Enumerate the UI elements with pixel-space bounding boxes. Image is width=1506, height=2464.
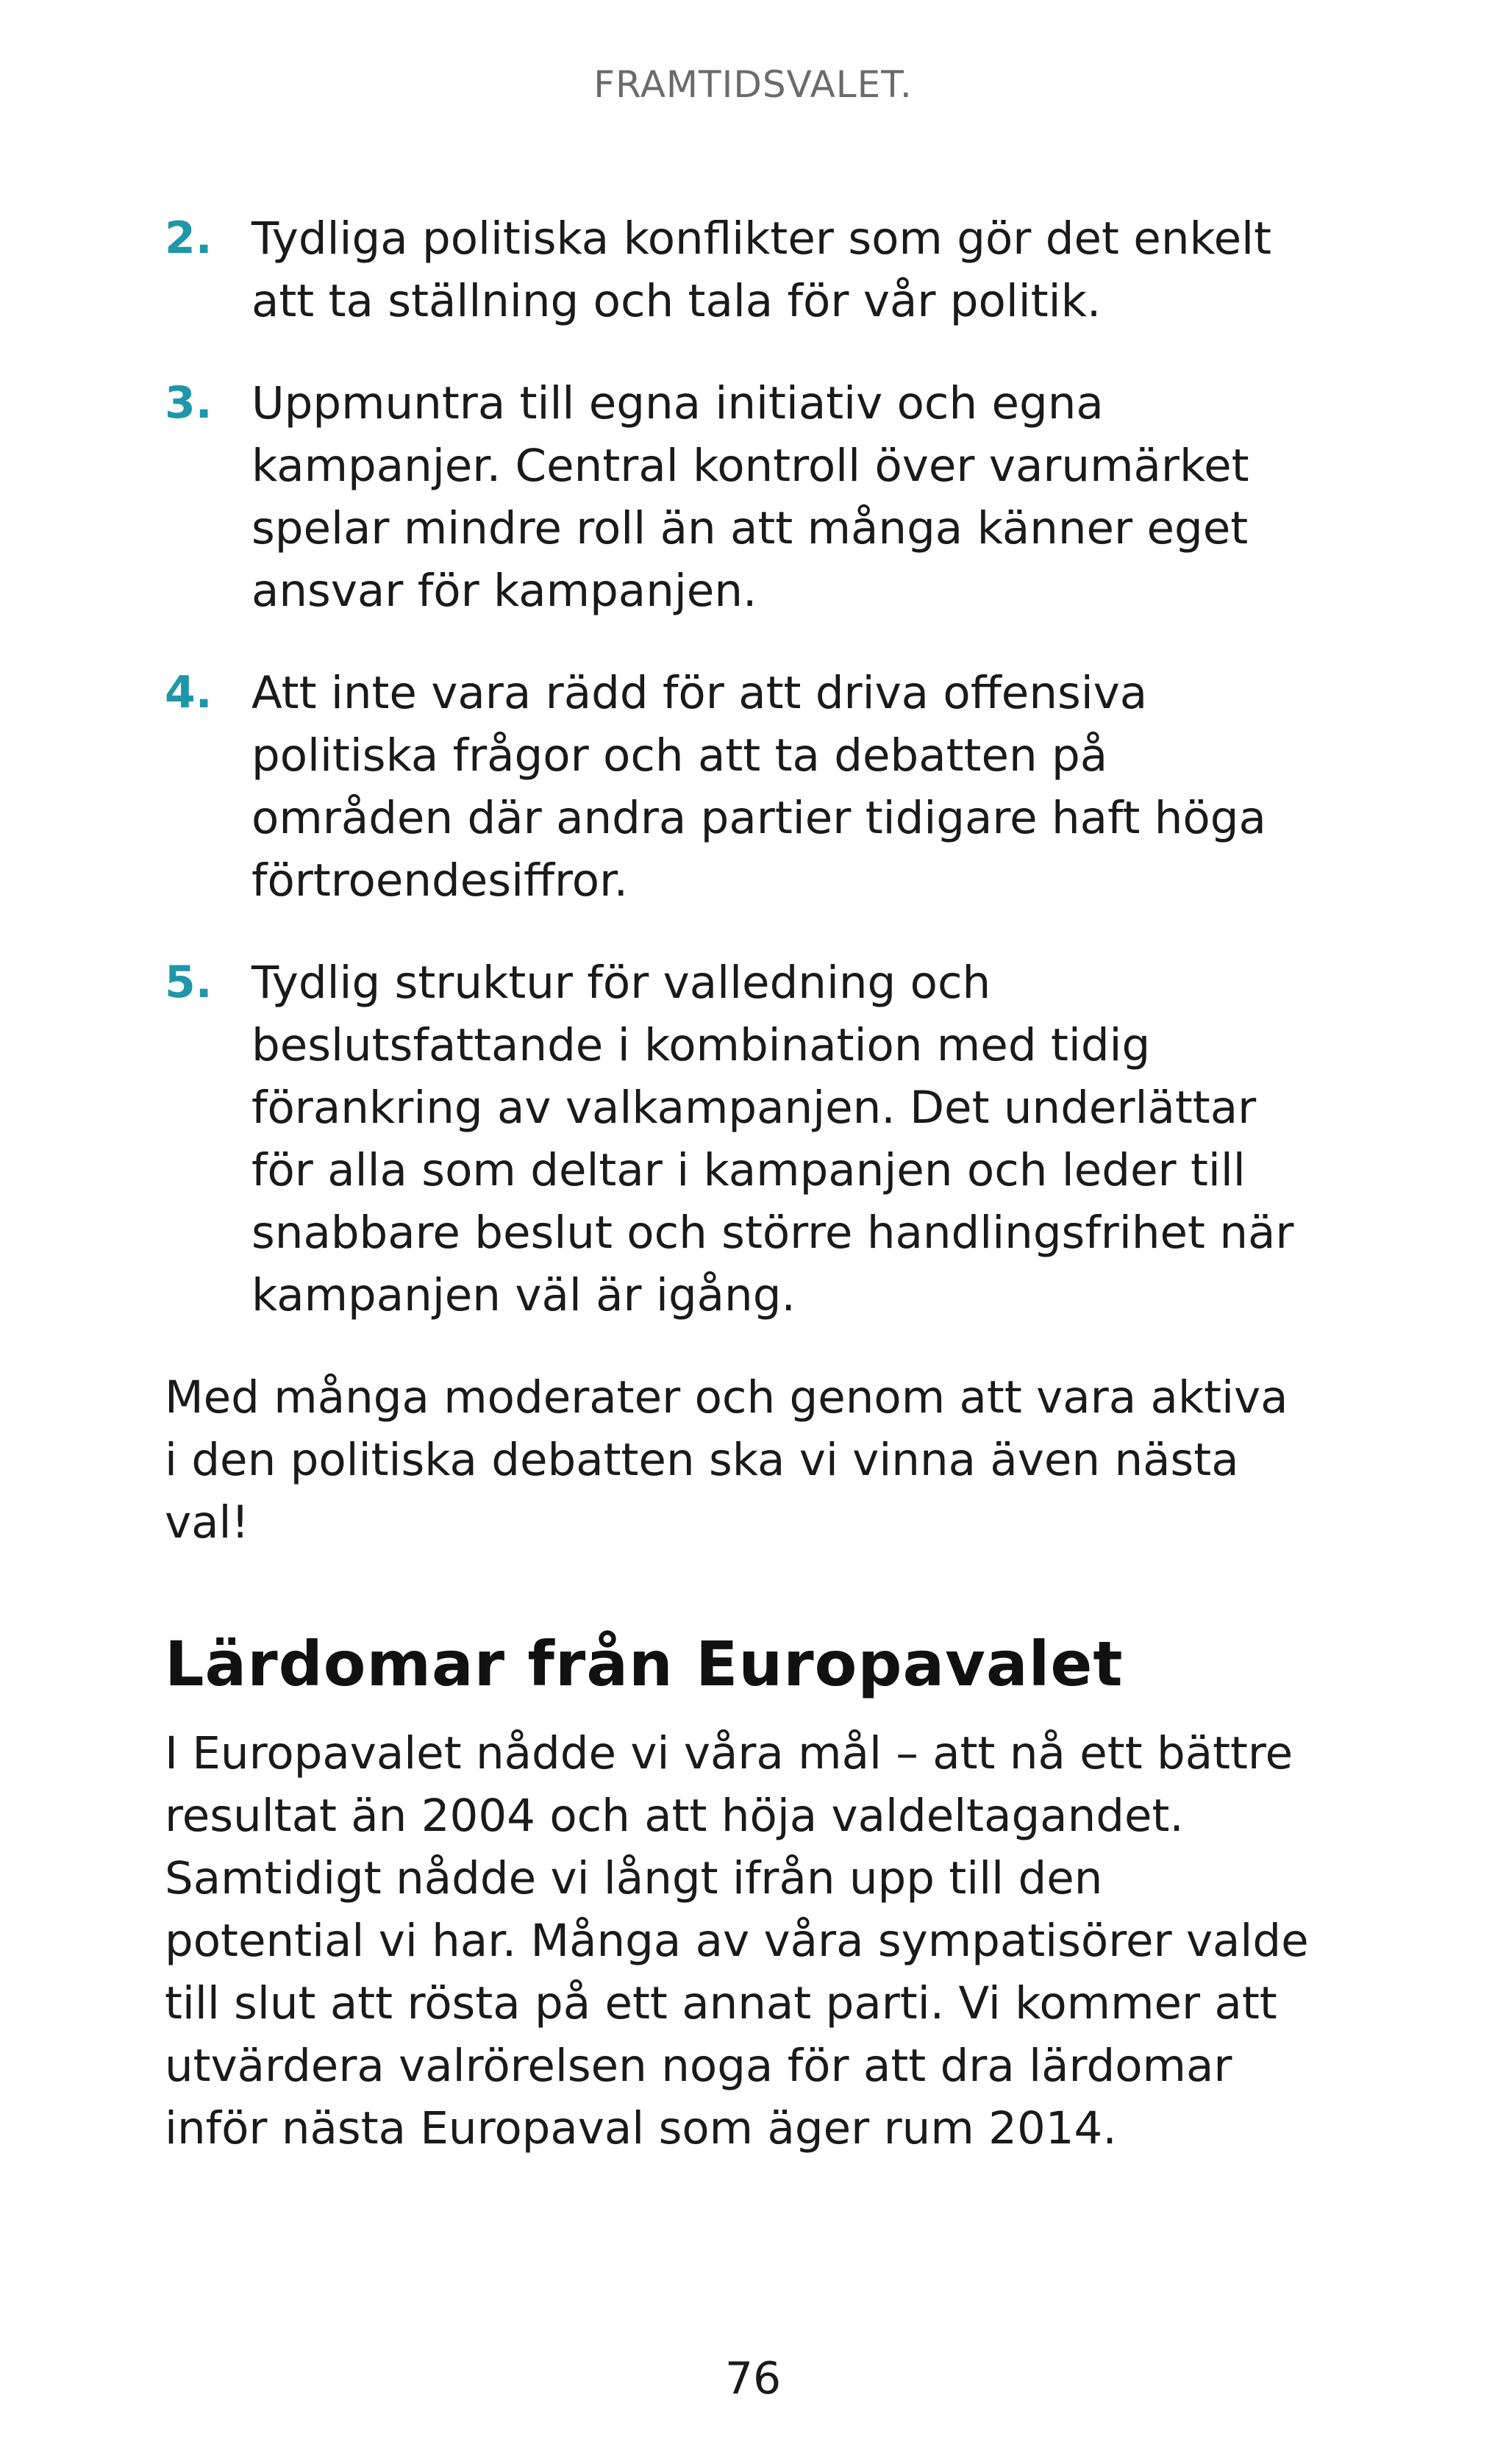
list-item xyxy=(165,662,1312,912)
list-item xyxy=(165,372,1312,622)
section-body xyxy=(165,1722,1312,2160)
closing-paragraph: Med många moderater och genom att vara aktiva i den politiska debatten ska vi vinna även nästa val! xyxy=(165,1371,1288,1549)
running-header: FRAMTIDSVALET. xyxy=(593,63,913,106)
list-item xyxy=(165,951,1312,1326)
page-number: 76 xyxy=(724,2353,782,2404)
main-content xyxy=(165,207,1312,1554)
list-item-text: Tydliga politiska konflikter som gör det enkelt att ta ställning och tala för vår politik. xyxy=(251,213,1272,327)
list-item-number: 3. xyxy=(165,377,213,429)
section-heading: Lärdomar från Europavalet xyxy=(165,1628,1124,1700)
section-paragraph: I Europavalet nådde vi våra mål – att nå ett bättre resultat än 2004 och att höja valdeltagandet. Samtidigt nådde vi långt ifrån upp till den potential vi har. Många av våra sympatisörer valde till slut att rösta på ett annat parti. Vi kommer att utvärdera valrörelsen noga för att dra lärdomar inför nästa Europaval som äger rum 2014. xyxy=(165,1727,1309,2154)
list-item xyxy=(165,207,1312,332)
list-item-number: 4. xyxy=(165,667,213,718)
list-item-number: 5. xyxy=(165,957,213,1008)
list-item-text: Att inte vara rädd för att driva offensiva politiska frågor och att ta debatten på områden där andra partier tidigare haft höga förtroendesiffror. xyxy=(251,667,1266,907)
numbered-list xyxy=(165,207,1312,1326)
list-item-text: Tydlig struktur för valledning och beslutsfattande i kombination med tidig förankring av valkampanjen. Det underlättar för alla som deltar i kampanjen och leder till snabbare beslut och större handlingsfrihet när kampanjen väl är igång. xyxy=(251,957,1294,1321)
list-item-text: Uppmuntra till egna initiativ och egna kampanjer. Central kontroll över varumärket spelar mindre roll än att många känner eget ansvar för kampanjen. xyxy=(251,377,1249,617)
list-item-number: 2. xyxy=(165,213,213,264)
